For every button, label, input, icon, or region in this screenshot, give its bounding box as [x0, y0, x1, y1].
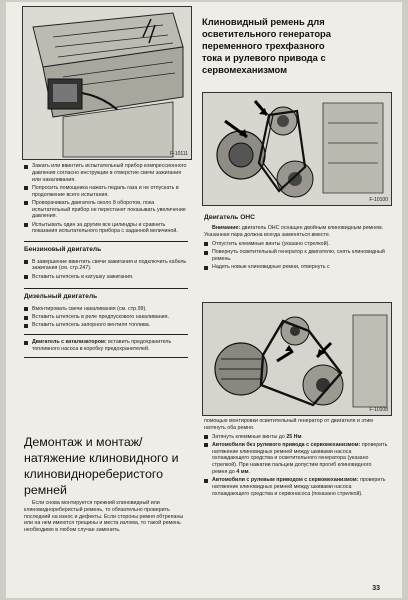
catalyst-note [24, 339, 188, 353]
list-item: Вмонтировать свечи накаливания (см. стр.99). [24, 306, 188, 313]
no-servo-item [204, 442, 388, 476]
heading-line: Клиновидный ремень для [202, 16, 325, 27]
divider [24, 241, 188, 242]
heading-line: клиновиднореберистого [24, 467, 163, 482]
heading-line: переменного трехфазного [202, 39, 325, 51]
list-item: Вставить штепсель в катушку зажигания. [24, 274, 188, 281]
heading-line: натяжение клиновидного и [24, 451, 179, 466]
heading-line: осветительного генератора [202, 27, 331, 39]
attention-label: Внимание: [212, 225, 241, 232]
list-item: Вставить штепсель в реле предпускового накаливания. [24, 314, 188, 321]
divider [24, 288, 188, 289]
list-item: Повернуть осветительный генератор к двигателю, снять клиновидный ремень. [204, 249, 388, 263]
list-item: Надеть новые клиновидные ремни, отвернуть с [204, 264, 388, 271]
list-item: Зажать или ввинтить испытательный прибор компрессионного давления согласно инструкции в отверстие свечи зажигания или накаливания. [24, 163, 188, 183]
figure-alternator-belts [202, 92, 392, 206]
alternator-belt-illustration [203, 93, 391, 205]
figure-label: F-10108 [369, 407, 388, 413]
list-item: Испытывать один за другим все цилиндры и сравнить показания испытательного прибора с заданной величиной. [24, 222, 188, 236]
right-heading [202, 16, 390, 76]
no-servo-label: Автомобили без рулевого привода с сервомеханизмом: [212, 441, 361, 448]
torque-value: 25 Нм [286, 433, 302, 440]
bullet-list-compression [24, 163, 188, 235]
ohc-engine-heading: Двигатель ОНС [204, 214, 255, 221]
manual-page [6, 2, 402, 598]
figure-label: F-10111 [170, 151, 188, 157]
heading-line: ремней [24, 483, 67, 498]
list-item: Вставить штепсель запорного вентиля топлива. [24, 322, 188, 329]
attention-note [204, 225, 388, 239]
right-column [204, 212, 388, 273]
no-servo-text: проверить натяжение клиновидных ремней между шкивами насоса охлаждающего средства и осветительного генератора (указано стрелкой). При нажатии пальцем допустим прогиб клиновидного ремня до [212, 441, 388, 475]
servo-text: проверить натяжение клиновидных ремней между шкивами насоса охлаждающего средства и сервонасоса (показано стрелкой). [212, 477, 386, 497]
list-item: В завершение ввинтить свечи зажигания и подключить кабель зажигания (см. стр.247). [24, 259, 188, 273]
text: Затянуть клеммные винты до [212, 433, 287, 440]
petrol-engine-heading: Бензиновый двигатель [24, 246, 102, 254]
heading-line: сервомеханизмом [202, 63, 288, 75]
page-number: 33 [372, 585, 380, 592]
divider [24, 357, 188, 358]
list-item: Проворачивать двигатель около 8 оборотов, пока испытательный прибор не перестанет показывать увеличение давления. [24, 200, 188, 220]
belt-intro-paragraph [24, 500, 188, 536]
figure-label: F-10100 [369, 197, 388, 203]
attention-text: двигатель ОНС оснащен двойным клиновидным ремнем. Указанная пара должна всегда заменяться вместе. [204, 225, 384, 239]
left-column [24, 163, 188, 362]
tighten-screws-item [204, 434, 388, 441]
servo-item [204, 477, 388, 497]
belt-tension-illustration [203, 303, 391, 415]
catalyst-text: вставить предохранитель топливного насоса в коробку предохранителей. [32, 339, 172, 352]
catalyst-label: Двигатель с катализатором: [32, 339, 107, 346]
paragraph: Если снова монтируется прежний клиновидный или клиновиднореберистый ремень, то обязательно проверить последний на износ и дефекты. Если стороны ремня обтрепаны или на нем имеются трещины и места излома, то такой ремень необходимо в любом случае заменить. [24, 500, 184, 534]
belt-section-heading [24, 434, 194, 499]
figure-compression-tester [22, 6, 192, 160]
list-item: Попросить помощника нажать педаль газа и не отпускать в продолжение всего испытания. [24, 185, 188, 199]
list-item: Отпустить клеммные винты (указано стрелкой). [204, 241, 388, 248]
figure-belt-tension [202, 302, 392, 416]
heading-line: Демонтаж и монтаж/ [24, 435, 143, 449]
compression-tester-illustration [23, 7, 191, 159]
text: . [248, 468, 251, 475]
right-column-continued [204, 418, 388, 499]
divider [24, 334, 188, 335]
servo-label: Автомобили с рулевым приводом с сервомеханизмом: [212, 477, 359, 484]
deflection-value: 4 мм [236, 468, 249, 475]
diesel-engine-heading: Дизельный двигатель [24, 293, 98, 301]
text: . [301, 433, 303, 440]
heading-line: тока и рулевого привода с [202, 51, 326, 63]
continuation-paragraph: помощью монтировки осветительный генератор от двигателя и этим натянуть оба ремня. [204, 418, 373, 431]
